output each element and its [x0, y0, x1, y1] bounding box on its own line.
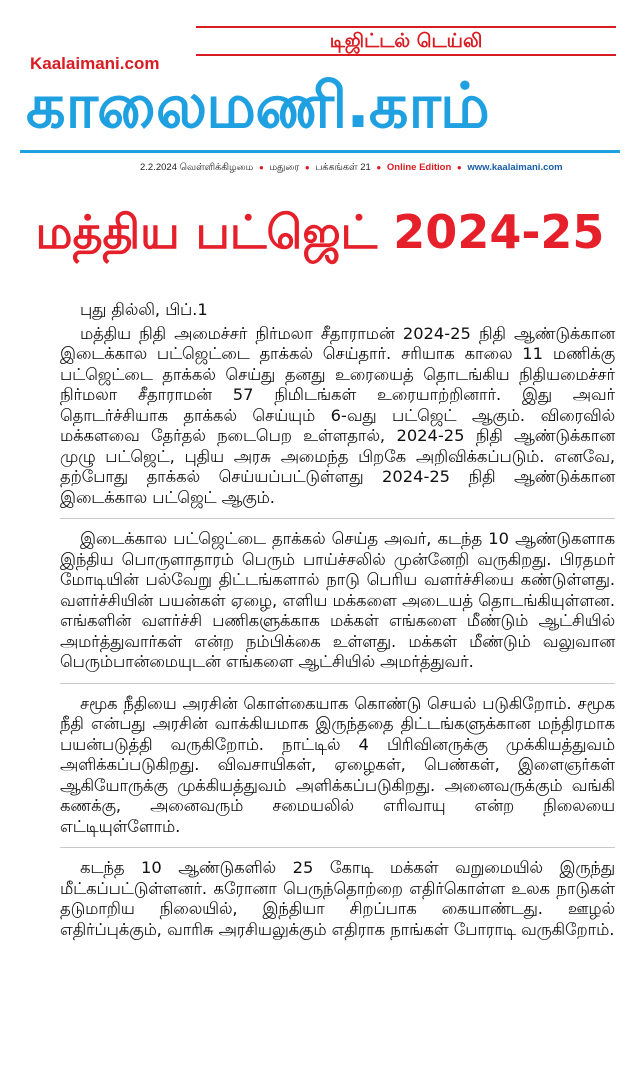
article-paragraph: கடந்த 10 ஆண்டுகளில் 25 கோடி மக்கள் வறுமையில் இருந்து மீட்கப்பட்டுள்ளனர். கரோனா பெருந்தொற்றை எதிர்கொள்ள உலக நாடுகள் தடுமாறிய நிலையில், இந்தியா சிறப்பாக கையாண்டது. ஊழல் எதிர்ப்புக்கும், வாரிசு அரசியலுக்கும் எதிராக நாங்கள் போராடி வருகிறோம்.: [60, 858, 615, 939]
article-paragraph: மத்திய நிதி அமைச்சர் நிர்மலா சீதாராமன் 2024-25 நிதி ஆண்டுக்கான இடைக்கால பட்ஜெட்டை தாக்கல் செய்தார். சரியாக காலை 11 மணிக்கு பட்ஜெட்டை தாக்கல் செய்து தனது உரையைத் தொடங்கிய நிதியமைச்சர் நிர்மலா சீதாராமன் 57 நிமிடங்கள் உரையாற்றினார். இது அவர் தொடர்ச்சியாக தாக்கல் செய்யும் 6-வது பட்ஜெட் ஆகும். விரைவில் மக்களவை தேர்தல் நடைபெற உள்ளதால், 2024-25 நிதி ஆண்டுக்கான முழு பட்ஜெட், புதிய அரசு அமைந்த பிறகே அறிவிக்கப்படும். எனவே, தற்போது தாக்கல் செய்யப்பட்டுள்ளது 2024-25 நிதி ஆண்டுக்கான இடைக்கால பட்ஜெட் ஆகும்.: [60, 324, 615, 520]
separator-dot-icon: ●: [258, 163, 264, 172]
separator-dot-icon: ●: [376, 163, 382, 172]
edition-label: Online Edition: [386, 162, 452, 173]
masthead-tagline: டிஜிட்டல் டெய்லி: [196, 26, 616, 56]
article-body: [60, 300, 615, 960]
page-headline: மத்திய பட்ஜெட் 2024-25: [35, 205, 605, 259]
separator-dot-icon: ●: [456, 163, 462, 172]
separator-dot-icon: ●: [304, 163, 310, 172]
website-link[interactable]: www.kaalaimani.com: [467, 162, 563, 173]
dateline: புது தில்லி, பிப்.1: [80, 300, 208, 319]
issue-date: 2.2.2024 வெள்ளிக்கிழமை: [140, 162, 254, 173]
masthead: [0, 0, 640, 160]
masthead-rule: [20, 150, 620, 153]
site-name: Kaalaimani.com: [30, 54, 160, 73]
edition-city: மதுரை: [269, 162, 300, 173]
brand-logo-text: காலைமணி.காம்: [26, 69, 489, 142]
page-count: பக்கங்கள் 21: [315, 162, 371, 173]
edition-meta: [140, 160, 610, 176]
article-paragraph: இடைக்கால பட்ஜெட்டை தாக்கல் செய்த அவர், கடந்த 10 ஆண்டுகளாக இந்திய பொருளாதாரம் பெரும் பாய்ச்சலில் முன்னேறி வருகிறது. பிரதமர் மோடியின் பல்வேறு திட்டங்களால் நாடு பெரிய வளர்ச்சியை கண்டுள்ளது. வளர்ச்சியின் பயன்கள் ஏழை, எளிய மக்களை அடையத் தொடங்கியுள்ளன. எங்களின் வளர்ச்சி பணிகளுக்காக மக்கள் எங்களை மீண்டும் ஆட்சியில் அமர்த்துவார்கள் என்ற நம்பிக்கை உள்ளது. மக்கள் மீண்டும் வலுவான பெரும்பான்மையுடன் எங்களை ஆட்சியில் அமர்த்துவர்.: [60, 529, 615, 684]
article-paragraph: சமூக நீதியை அரசின் கொள்கையாக கொண்டு செயல் படுகிறோம். சமூக நீதி என்பது அரசின் வாக்கியமாக இருந்ததை திட்டங்களுக்கான மந்திரமாக பயன்படுத்தி வருகிறோம். நாட்டில் 4 பிரிவினருக்கு முக்கியத்துவம் அளிக்கப்படுகிறது. விவசாயிகள், ஏழைகள், பெண்கள், இளைஞர்கள் ஆகியோருக்கு முக்கியத்துவம் அளிக்கப்படுகிறது. அனைவருக்கும் வங்கி கணக்கு, அனைவரும் சமையலில் எரிவாயு என்ற நிலையை எட்டியுள்ளோம்.: [60, 694, 615, 849]
